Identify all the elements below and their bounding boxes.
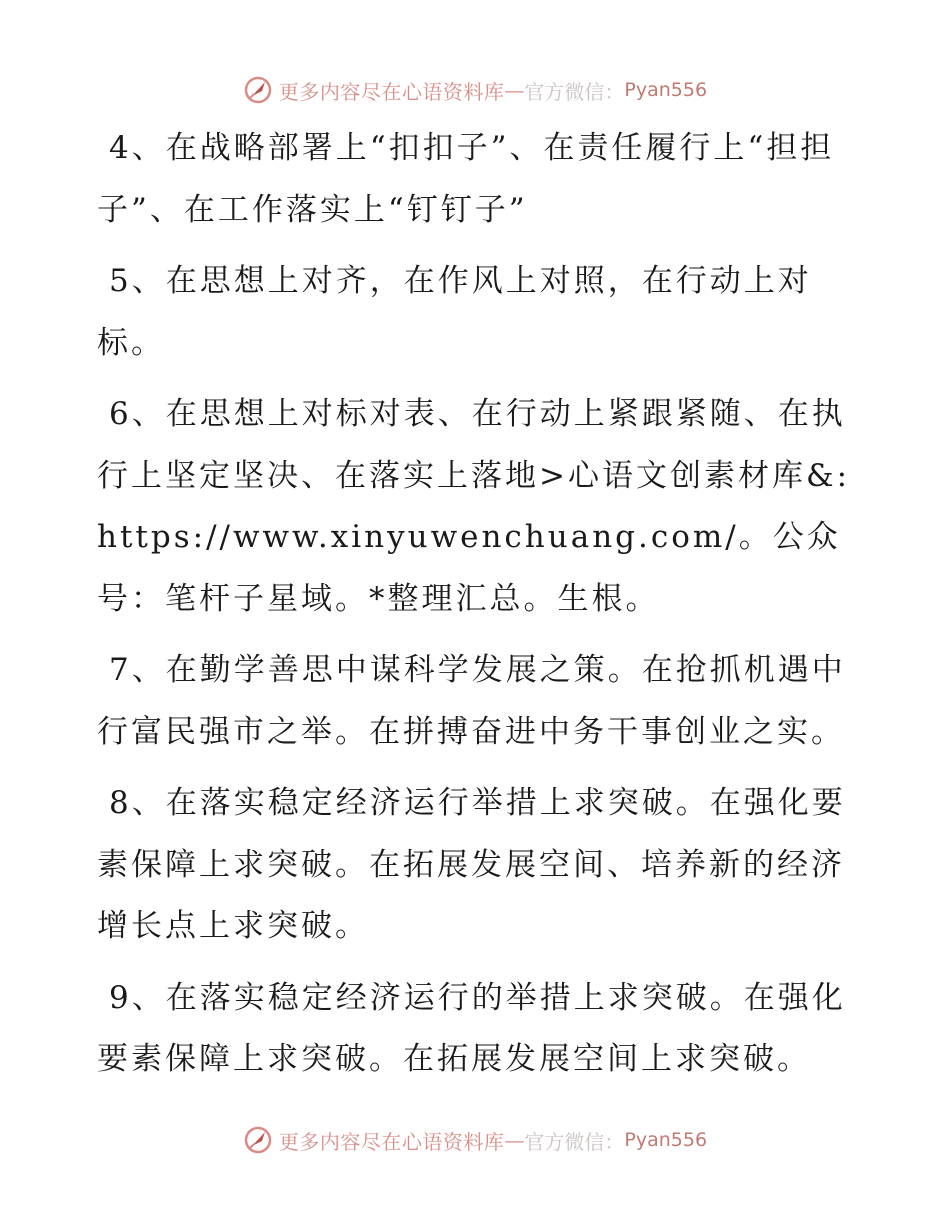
paragraph-7: 7、在勤学善思中谋科学发展之策。在抢抓机遇中行富民强市之举。在拼搏奋进中务干事创业之实。	[97, 652, 846, 750]
banner-wechat-id: Pyan556	[624, 1129, 708, 1151]
footer-banner	[0, 1120, 950, 1160]
quill-pen-circle-icon	[243, 75, 273, 105]
banner-wechat-label: 官方微信：	[524, 1129, 625, 1154]
banner-dash: —	[504, 78, 525, 102]
banner-dash: —	[504, 1128, 525, 1152]
banner-brand-text: 更多内容尽在心语资料库	[278, 79, 505, 104]
paragraph-4: 4、在战略部署上“扣扣子”、在责任履行上“担担子”、在工作落实上“钉钉子”	[97, 130, 835, 228]
paragraph-9: 9、在落实稳定经济运行的举措上求突破。在强化要素保障上求突破。在拓展发展空间上求突破。	[97, 979, 846, 1077]
banner-wechat-label: 官方微信：	[524, 79, 625, 104]
banner-brand-text: 更多内容尽在心语资料库	[278, 1129, 505, 1154]
header-banner	[0, 70, 950, 110]
quill-pen-circle-icon	[243, 1125, 273, 1155]
paragraph-6: 6、在思想上对标对表、在行动上紧跟紧随、在执行上坚定坚决、在落实上落地>心语文创素材库&:https://www.xinyuwenchuang.com/。公众号：笔杆子星域。*整理汇总。生根。	[97, 396, 851, 617]
document-body	[97, 118, 857, 1091]
paragraph-8: 8、在落实稳定经济运行举措上求突破。在强化要素保障上求突破。在拓展发展空间、培养新的经济增长点上求突破。	[97, 785, 846, 944]
banner-wechat-id: Pyan556	[624, 79, 708, 101]
paragraph-5: 5、在思想上对齐，在作风上对照，在行动上对标。	[97, 263, 812, 361]
